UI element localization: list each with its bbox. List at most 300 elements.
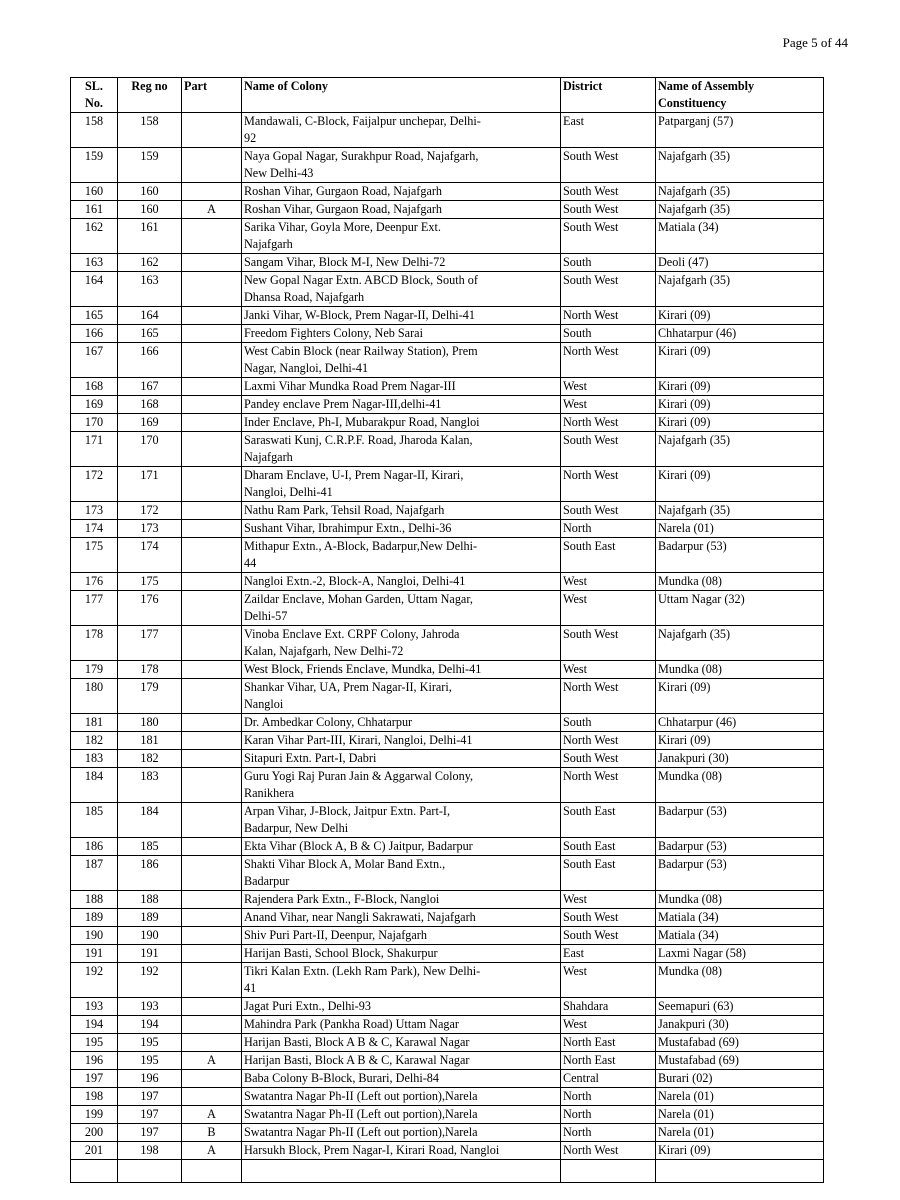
cell-assembly-constituency: Mundka (08) [656,661,824,679]
table-row [71,378,824,396]
table-row [71,1142,824,1160]
cell-reg-no: 161 [118,219,182,254]
cell-district: North West [561,467,656,502]
cell-district: North West [561,343,656,378]
cell-part [182,148,242,183]
cell-part [182,963,242,998]
cell-assembly-constituency: Kirari (09) [656,378,824,396]
cell-sl-no: 176 [71,573,118,591]
blank-cell [182,1160,242,1183]
cell-assembly-constituency: Chhatarpur (46) [656,325,824,343]
cell-assembly-constituency: Narela (01) [656,1088,824,1106]
table-row [71,838,824,856]
cell-colony-name: Harijan Basti, Block A B & C, Karawal Nagar [242,1052,561,1070]
cell-assembly-constituency: Najafgarh (35) [656,183,824,201]
cell-assembly-constituency: Kirari (09) [656,732,824,750]
cell-sl-no: 185 [71,803,118,838]
cell-colony-name: Saraswati Kunj, C.R.P.F. Road, Jharoda Kalan, Najafgarh [242,432,561,467]
cell-part [182,325,242,343]
cell-district: South West [561,909,656,927]
blank-cell [242,1160,561,1183]
cell-colony-name: Swatantra Nagar Ph-II (Left out portion),Narela [242,1124,561,1142]
cell-sl-no: 199 [71,1106,118,1124]
table-row [71,927,824,945]
cell-district: West [561,573,656,591]
cell-assembly-constituency: Deoli (47) [656,254,824,272]
cell-assembly-constituency: Kirari (09) [656,307,824,325]
cell-part [182,1070,242,1088]
cell-sl-no: 194 [71,1016,118,1034]
cell-colony-name: Dr. Ambedkar Colony, Chhatarpur [242,714,561,732]
cell-sl-no: 174 [71,520,118,538]
cell-assembly-constituency: Laxmi Nagar (58) [656,945,824,963]
cell-sl-no: 166 [71,325,118,343]
table-row [71,272,824,307]
cell-sl-no: 197 [71,1070,118,1088]
page-number: Page 5 of 44 [782,35,848,50]
cell-colony-name: Baba Colony B-Block, Burari, Delhi-84 [242,1070,561,1088]
cell-colony-name: Dharam Enclave, U-I, Prem Nagar-II, Kirari, Nangloi, Delhi-41 [242,467,561,502]
cell-district: West [561,591,656,626]
cell-colony-name: Nathu Ram Park, Tehsil Road, Najafgarh [242,502,561,520]
cell-district: West [561,661,656,679]
cell-sl-no: 173 [71,502,118,520]
cell-assembly-constituency: Mustafabad (69) [656,1052,824,1070]
cell-sl-no: 163 [71,254,118,272]
cell-assembly-constituency: Badarpur (53) [656,538,824,573]
cell-reg-no: 164 [118,307,182,325]
cell-part [182,909,242,927]
cell-assembly-constituency: Najafgarh (35) [656,432,824,467]
cell-district: North West [561,679,656,714]
cell-sl-no: 172 [71,467,118,502]
cell-reg-no: 193 [118,998,182,1016]
table-row [71,945,824,963]
cell-colony-name: Karan Vihar Part-III, Kirari, Nangloi, Delhi-41 [242,732,561,750]
cell-part [182,113,242,148]
cell-sl-no: 165 [71,307,118,325]
cell-reg-no: 195 [118,1034,182,1052]
table-row [71,998,824,1016]
cell-reg-no: 177 [118,626,182,661]
cell-reg-no: 197 [118,1088,182,1106]
cell-sl-no: 158 [71,113,118,148]
cell-sl-no: 186 [71,838,118,856]
cell-sl-no: 196 [71,1052,118,1070]
cell-reg-no: 196 [118,1070,182,1088]
table-row [71,1016,824,1034]
table-row [71,963,824,998]
table-row [71,714,824,732]
cell-colony-name: Sarika Vihar, Goyla More, Deenpur Ext. Najafgarh [242,219,561,254]
cell-part [182,538,242,573]
cell-district: East [561,945,656,963]
cell-district: South West [561,219,656,254]
table-row [71,573,824,591]
cell-district: South West [561,502,656,520]
cell-sl-no: 161 [71,201,118,219]
cell-district: South East [561,838,656,856]
table-row [71,661,824,679]
cell-reg-no: 169 [118,414,182,432]
cell-assembly-constituency: Kirari (09) [656,343,824,378]
table-row [71,626,824,661]
table-row [71,1106,824,1124]
cell-reg-no: 181 [118,732,182,750]
cell-reg-no: 198 [118,1142,182,1160]
cell-sl-no: 177 [71,591,118,626]
cell-district: South [561,714,656,732]
cell-colony-name: Inder Enclave, Ph-I, Mubarakpur Road, Nangloi [242,414,561,432]
table-row [71,538,824,573]
cell-part [182,891,242,909]
cell-reg-no: 194 [118,1016,182,1034]
cell-sl-no: 167 [71,343,118,378]
cell-sl-no: 187 [71,856,118,891]
cell-assembly-constituency: Najafgarh (35) [656,502,824,520]
cell-assembly-constituency: Chhatarpur (46) [656,714,824,732]
cell-part [182,254,242,272]
cell-district: South [561,254,656,272]
cell-colony-name: Swatantra Nagar Ph-II (Left out portion),Narela [242,1106,561,1124]
header-part: Part [182,78,242,113]
table-row [71,432,824,467]
cell-assembly-constituency: Patparganj (57) [656,113,824,148]
cell-part [182,520,242,538]
cell-district: South West [561,626,656,661]
cell-colony-name: Arpan Vihar, J-Block, Jaitpur Extn. Part-I, Badarpur, New Delhi [242,803,561,838]
cell-part [182,307,242,325]
cell-colony-name: Jagat Puri Extn., Delhi-93 [242,998,561,1016]
header-district: District [561,78,656,113]
cell-reg-no: 175 [118,573,182,591]
cell-district: North West [561,414,656,432]
cell-district: North [561,520,656,538]
cell-part [182,396,242,414]
table-row [71,1088,824,1106]
cell-reg-no: 158 [118,113,182,148]
cell-assembly-constituency: Mundka (08) [656,891,824,909]
cell-assembly-constituency: Matiala (34) [656,927,824,945]
cell-assembly-constituency: Mundka (08) [656,963,824,998]
cell-district: Shahdara [561,998,656,1016]
cell-assembly-constituency: Narela (01) [656,1124,824,1142]
cell-reg-no: 162 [118,254,182,272]
cell-colony-name: Shiv Puri Part-II, Deenpur, Najafgarh [242,927,561,945]
table-row [71,148,824,183]
cell-colony-name: Zaildar Enclave, Mohan Garden, Uttam Nagar, Delhi-57 [242,591,561,626]
cell-assembly-constituency: Najafgarh (35) [656,201,824,219]
cell-assembly-constituency: Burari (02) [656,1070,824,1088]
cell-reg-no: 185 [118,838,182,856]
table-row [71,502,824,520]
table-row [71,591,824,626]
cell-district: South East [561,803,656,838]
cell-sl-no: 178 [71,626,118,661]
table-row [71,1124,824,1142]
cell-sl-no: 180 [71,679,118,714]
cell-reg-no: 174 [118,538,182,573]
cell-part: A [182,1106,242,1124]
cell-reg-no: 183 [118,768,182,803]
cell-sl-no: 175 [71,538,118,573]
blank-cell [71,1160,118,1183]
cell-sl-no: 191 [71,945,118,963]
cell-reg-no: 168 [118,396,182,414]
cell-colony-name: Tikri Kalan Extn. (Lekh Ram Park), New Delhi- 41 [242,963,561,998]
cell-assembly-constituency: Janakpuri (30) [656,750,824,768]
cell-reg-no: 167 [118,378,182,396]
cell-sl-no: 189 [71,909,118,927]
cell-colony-name: Sangam Vihar, Block M-I, New Delhi-72 [242,254,561,272]
cell-district: North West [561,307,656,325]
cell-assembly-constituency: Narela (01) [656,1106,824,1124]
cell-sl-no: 188 [71,891,118,909]
table-blank-row [71,1160,824,1183]
cell-part [182,378,242,396]
cell-assembly-constituency: Kirari (09) [656,414,824,432]
cell-district: South East [561,538,656,573]
cell-sl-no: 181 [71,714,118,732]
cell-part [182,414,242,432]
cell-part [182,945,242,963]
cell-part [182,626,242,661]
table-row [71,856,824,891]
cell-assembly-constituency: Seemapuri (63) [656,998,824,1016]
cell-assembly-constituency: Kirari (09) [656,679,824,714]
table-row [71,768,824,803]
table-row [71,467,824,502]
cell-sl-no: 192 [71,963,118,998]
cell-reg-no: 191 [118,945,182,963]
cell-district: West [561,1016,656,1034]
cell-sl-no: 184 [71,768,118,803]
cell-district: South [561,325,656,343]
cell-reg-no: 182 [118,750,182,768]
cell-colony-name: Ekta Vihar (Block A, B & C) Jaitpur, Badarpur [242,838,561,856]
cell-assembly-constituency: Kirari (09) [656,467,824,502]
cell-district: South West [561,183,656,201]
table-row [71,891,824,909]
cell-reg-no: 178 [118,661,182,679]
cell-colony-name: Harijan Basti, Block A B & C, Karawal Nagar [242,1034,561,1052]
cell-assembly-constituency: Kirari (09) [656,1142,824,1160]
header-sl-no: SL. No. [71,78,118,113]
table-row [71,750,824,768]
cell-district: East [561,113,656,148]
cell-reg-no: 159 [118,148,182,183]
cell-district: South West [561,750,656,768]
table-row [71,1034,824,1052]
cell-reg-no: 160 [118,183,182,201]
header-assembly-constituency: Name of Assembly Constituency [656,78,824,113]
table-row [71,201,824,219]
cell-colony-name: Sitapuri Extn. Part-I, Dabri [242,750,561,768]
cell-colony-name: Vinoba Enclave Ext. CRPF Colony, Jahroda Kalan, Najafgarh, New Delhi-72 [242,626,561,661]
cell-part [182,768,242,803]
cell-part [182,343,242,378]
cell-assembly-constituency: Uttam Nagar (32) [656,591,824,626]
cell-sl-no: 198 [71,1088,118,1106]
cell-district: North East [561,1052,656,1070]
cell-part [182,679,242,714]
blank-cell [118,1160,182,1183]
cell-part [182,272,242,307]
cell-district: South West [561,927,656,945]
cell-part [182,573,242,591]
cell-sl-no: 179 [71,661,118,679]
cell-reg-no: 170 [118,432,182,467]
cell-assembly-constituency: Najafgarh (35) [656,272,824,307]
cell-reg-no: 195 [118,1052,182,1070]
cell-part [182,432,242,467]
cell-part: A [182,1142,242,1160]
cell-assembly-constituency: Narela (01) [656,520,824,538]
cell-colony-name: Guru Yogi Raj Puran Jain & Aggarwal Colony, Ranikhera [242,768,561,803]
cell-part [182,803,242,838]
cell-district: West [561,396,656,414]
cell-part [182,591,242,626]
cell-colony-name: Sushant Vihar, Ibrahimpur Extn., Delhi-36 [242,520,561,538]
header-colony-name: Name of Colony [242,78,561,113]
table-row [71,1070,824,1088]
cell-part: A [182,1052,242,1070]
cell-district: West [561,378,656,396]
cell-colony-name: Shankar Vihar, UA, Prem Nagar-II, Kirari, Nangloi [242,679,561,714]
cell-assembly-constituency: Mundka (08) [656,573,824,591]
cell-assembly-constituency: Mundka (08) [656,768,824,803]
cell-part: A [182,201,242,219]
table-row [71,414,824,432]
cell-district: West [561,891,656,909]
cell-sl-no: 190 [71,927,118,945]
cell-colony-name: Shakti Vihar Block A, Molar Band Extn., Badarpur [242,856,561,891]
cell-assembly-constituency: Badarpur (53) [656,838,824,856]
cell-part [182,1016,242,1034]
cell-colony-name: Pandey enclave Prem Nagar-III,delhi-41 [242,396,561,414]
cell-part: B [182,1124,242,1142]
cell-colony-name: West Block, Friends Enclave, Mundka, Delhi-41 [242,661,561,679]
cell-part [182,1034,242,1052]
cell-part [182,219,242,254]
cell-district: North West [561,768,656,803]
cell-colony-name: Roshan Vihar, Gurgaon Road, Najafgarh [242,201,561,219]
cell-district: West [561,963,656,998]
table-row [71,803,824,838]
cell-assembly-constituency: Matiala (34) [656,219,824,254]
cell-reg-no: 165 [118,325,182,343]
cell-part [182,998,242,1016]
cell-district: North West [561,732,656,750]
cell-part [182,467,242,502]
cell-district: South East [561,856,656,891]
cell-reg-no: 160 [118,201,182,219]
cell-part [182,750,242,768]
cell-sl-no: 168 [71,378,118,396]
cell-reg-no: 166 [118,343,182,378]
table-row [71,732,824,750]
cell-sl-no: 171 [71,432,118,467]
cell-assembly-constituency: Najafgarh (35) [656,148,824,183]
cell-colony-name: Naya Gopal Nagar, Surakhpur Road, Najafgarh, New Delhi-43 [242,148,561,183]
cell-colony-name: Swatantra Nagar Ph-II (Left out portion),Narela [242,1088,561,1106]
cell-sl-no: 169 [71,396,118,414]
cell-reg-no: 172 [118,502,182,520]
cell-district: North [561,1088,656,1106]
blank-cell [656,1160,824,1183]
table-row [71,254,824,272]
cell-assembly-constituency: Kirari (09) [656,396,824,414]
cell-part [182,502,242,520]
cell-reg-no: 192 [118,963,182,998]
cell-reg-no: 179 [118,679,182,714]
cell-reg-no: 186 [118,856,182,891]
cell-district: North East [561,1034,656,1052]
cell-colony-name: Harijan Basti, School Block, Shakurpur [242,945,561,963]
cell-part [182,183,242,201]
cell-colony-name: Mithapur Extn., A-Block, Badarpur,New Delhi- 44 [242,538,561,573]
table-row [71,325,824,343]
cell-part [182,856,242,891]
cell-sl-no: 162 [71,219,118,254]
cell-sl-no: 182 [71,732,118,750]
cell-district: South West [561,148,656,183]
table-row [71,520,824,538]
cell-colony-name: New Gopal Nagar Extn. ABCD Block, South of Dhansa Road, Najafgarh [242,272,561,307]
cell-part [182,732,242,750]
cell-colony-name: Mahindra Park (Pankha Road) Uttam Nagar [242,1016,561,1034]
cell-colony-name: Mandawali, C-Block, Faijalpur unchepar, Delhi- 92 [242,113,561,148]
cell-sl-no: 164 [71,272,118,307]
cell-sl-no: 170 [71,414,118,432]
cell-reg-no: 176 [118,591,182,626]
cell-reg-no: 190 [118,927,182,945]
cell-colony-name: Roshan Vihar, Gurgaon Road, Najafgarh [242,183,561,201]
table-row [71,219,824,254]
cell-reg-no: 163 [118,272,182,307]
cell-district: South West [561,432,656,467]
cell-sl-no: 160 [71,183,118,201]
blank-cell [561,1160,656,1183]
cell-assembly-constituency: Badarpur (53) [656,856,824,891]
cell-district: North West [561,1142,656,1160]
cell-reg-no: 189 [118,909,182,927]
cell-sl-no: 195 [71,1034,118,1052]
table-row [71,396,824,414]
cell-district: South West [561,272,656,307]
cell-assembly-constituency: Mustafabad (69) [656,1034,824,1052]
cell-part [182,927,242,945]
cell-reg-no: 197 [118,1106,182,1124]
cell-assembly-constituency: Matiala (34) [656,909,824,927]
cell-colony-name: Harsukh Block, Prem Nagar-I, Kirari Road, Nangloi [242,1142,561,1160]
cell-assembly-constituency: Badarpur (53) [656,803,824,838]
cell-district: Central [561,1070,656,1088]
table-row [71,113,824,148]
table-row [71,1052,824,1070]
cell-district: North [561,1124,656,1142]
cell-sl-no: 183 [71,750,118,768]
cell-colony-name: Janki Vihar, W-Block, Prem Nagar-II, Delhi-41 [242,307,561,325]
table-row [71,909,824,927]
table-row [71,343,824,378]
cell-reg-no: 171 [118,467,182,502]
table-row [71,679,824,714]
cell-part [182,1088,242,1106]
cell-assembly-constituency: Najafgarh (35) [656,626,824,661]
cell-assembly-constituency: Janakpuri (30) [656,1016,824,1034]
cell-reg-no: 184 [118,803,182,838]
